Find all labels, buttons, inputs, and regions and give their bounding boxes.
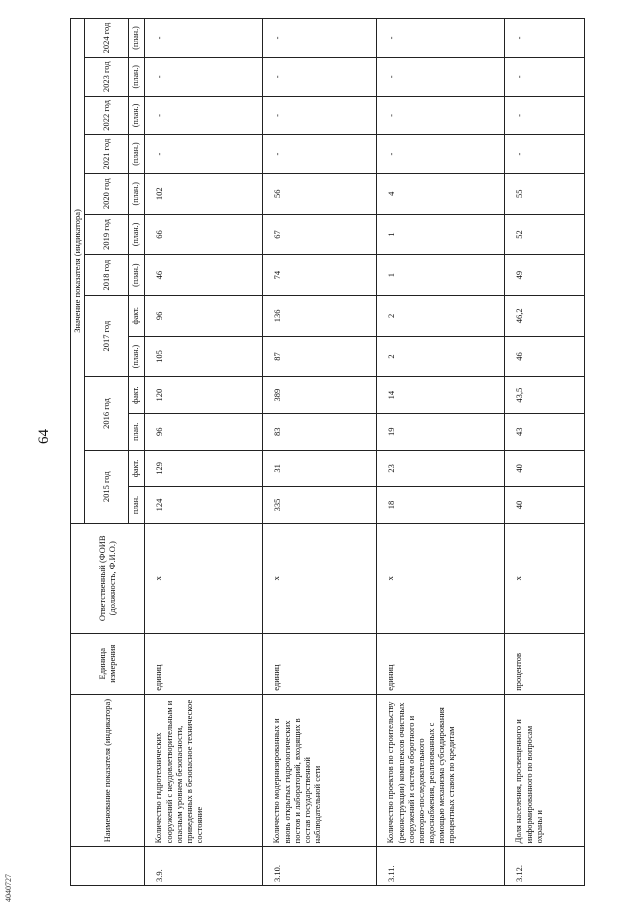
header-subcolumn: (план.) (129, 336, 145, 377)
header-indicator-name: Наименование показателя (индикатора) (71, 694, 145, 847)
rotated-table-container (70, 18, 640, 886)
page-number: 64 (36, 429, 52, 444)
header-year: 2019 год (85, 214, 129, 255)
header-responsible: Ответственный (ФОИВ (должность, Ф.И.О.) (71, 523, 145, 633)
value-cell: 40 (505, 487, 585, 524)
responsible-cell: x (263, 523, 377, 633)
header-year: 2022 год (85, 96, 129, 135)
value-cell: 46 (505, 336, 585, 377)
header-subcolumn: факт. (129, 377, 145, 414)
value-cell: - (145, 96, 263, 135)
value-cell: 83 (263, 413, 377, 450)
header-subcolumn: (план.) (129, 255, 145, 296)
header-year: 2017 год (85, 295, 129, 376)
value-cell: - (263, 135, 377, 174)
header-unit: Единица измерения (71, 633, 145, 694)
header-year: 2016 год (85, 377, 129, 450)
header-subcolumn: план. (129, 487, 145, 524)
value-cell: 55 (505, 173, 585, 214)
value-cell: 2 (377, 295, 505, 336)
value-cell: 46,2 (505, 295, 585, 336)
value-cell: - (505, 96, 585, 135)
header-subcolumn: факт. (129, 295, 145, 336)
value-cell: 96 (145, 295, 263, 336)
header-year: 2023 год (85, 57, 129, 96)
value-cell: - (145, 19, 263, 58)
value-cell: 124 (145, 487, 263, 524)
value-cell: 1 (377, 214, 505, 255)
value-cell: - (505, 135, 585, 174)
value-cell: - (377, 19, 505, 58)
value-cell: 56 (263, 173, 377, 214)
value-cell: 46 (145, 255, 263, 296)
value-cell: 18 (377, 487, 505, 524)
value-cell: 4 (377, 173, 505, 214)
unit-cell: единиц (263, 633, 377, 694)
unit-cell: процентов (505, 633, 585, 694)
table-row (145, 19, 263, 886)
unit-cell: единиц (377, 633, 505, 694)
header-subcolumn: (план.) (129, 135, 145, 174)
value-cell: - (263, 96, 377, 135)
value-cell: - (263, 57, 377, 96)
value-cell: 49 (505, 255, 585, 296)
value-cell: - (263, 19, 377, 58)
table-row (505, 19, 585, 886)
header-no (71, 847, 145, 886)
value-cell: - (145, 57, 263, 96)
value-cell: 87 (263, 336, 377, 377)
row-number: 3.9. (145, 847, 263, 886)
value-cell: 66 (145, 214, 263, 255)
value-cell: - (145, 135, 263, 174)
header-year: 2018 год (85, 255, 129, 296)
header-year: 2024 год (85, 19, 129, 58)
header-subcolumn: (план.) (129, 214, 145, 255)
value-cell: 102 (145, 173, 263, 214)
value-cell: 40 (505, 450, 585, 487)
value-cell: 67 (263, 214, 377, 255)
header-year: 2015 год (85, 450, 129, 523)
header-subcolumn: план. (129, 413, 145, 450)
value-cell: 96 (145, 413, 263, 450)
value-cell: 31 (263, 450, 377, 487)
responsible-cell: x (505, 523, 585, 633)
row-number: 3.11. (377, 847, 505, 886)
value-cell: - (377, 57, 505, 96)
header-subcolumn: (план.) (129, 57, 145, 96)
value-cell: 19 (377, 413, 505, 450)
value-cell: 1 (377, 255, 505, 296)
value-cell: 335 (263, 487, 377, 524)
value-cell: 52 (505, 214, 585, 255)
row-number: 3.10. (263, 847, 377, 886)
value-cell: 14 (377, 377, 505, 414)
indicator-name: Количество модернизированных и вновь открытых гидрологических постов и лабораторий, входящих в состав государственной наблюдательной сети (263, 694, 377, 847)
indicator-name: Количество гидротехнических сооружений с неудовлетворительным и опасным уровнем безопасности, приведенных в безопасное техническое состояние (145, 694, 263, 847)
value-cell: 389 (263, 377, 377, 414)
responsible-cell: x (145, 523, 263, 633)
value-cell: 23 (377, 450, 505, 487)
document-code: 4040727 (4, 874, 13, 902)
responsible-cell: x (377, 523, 505, 633)
header-year: 2020 год (85, 173, 129, 214)
header-subcolumn: факт. (129, 450, 145, 487)
value-cell: 129 (145, 450, 263, 487)
value-cell: - (505, 57, 585, 96)
value-cell: 105 (145, 336, 263, 377)
header-indicator-values: Значение показателя (индикатора) (71, 19, 85, 524)
header-subcolumn: (план.) (129, 96, 145, 135)
indicators-table (70, 18, 585, 886)
header-year: 2021 год (85, 135, 129, 174)
indicator-name: Доля населения, просвещенного и информированного по вопросам охраны и (505, 694, 585, 847)
value-cell: 43 (505, 413, 585, 450)
table-row (263, 19, 377, 886)
value-cell: 43,5 (505, 377, 585, 414)
value-cell: 2 (377, 336, 505, 377)
value-cell: - (377, 135, 505, 174)
table-row (377, 19, 505, 886)
value-cell: - (505, 19, 585, 58)
value-cell: 136 (263, 295, 377, 336)
value-cell: 74 (263, 255, 377, 296)
header-subcolumn: (план.) (129, 173, 145, 214)
value-cell: - (377, 96, 505, 135)
value-cell: 120 (145, 377, 263, 414)
unit-cell: единиц (145, 633, 263, 694)
header-subcolumn: (план.) (129, 19, 145, 58)
row-number: 3.12. (505, 847, 585, 886)
indicator-name: Количество проектов по строительству (реконструкции) комплексов очистных сооружений и систем оборотного и повторно-последовательного водоснабжения, реализованных с помощью механизма субсидирования процентных ставок по кредитам (377, 694, 505, 847)
